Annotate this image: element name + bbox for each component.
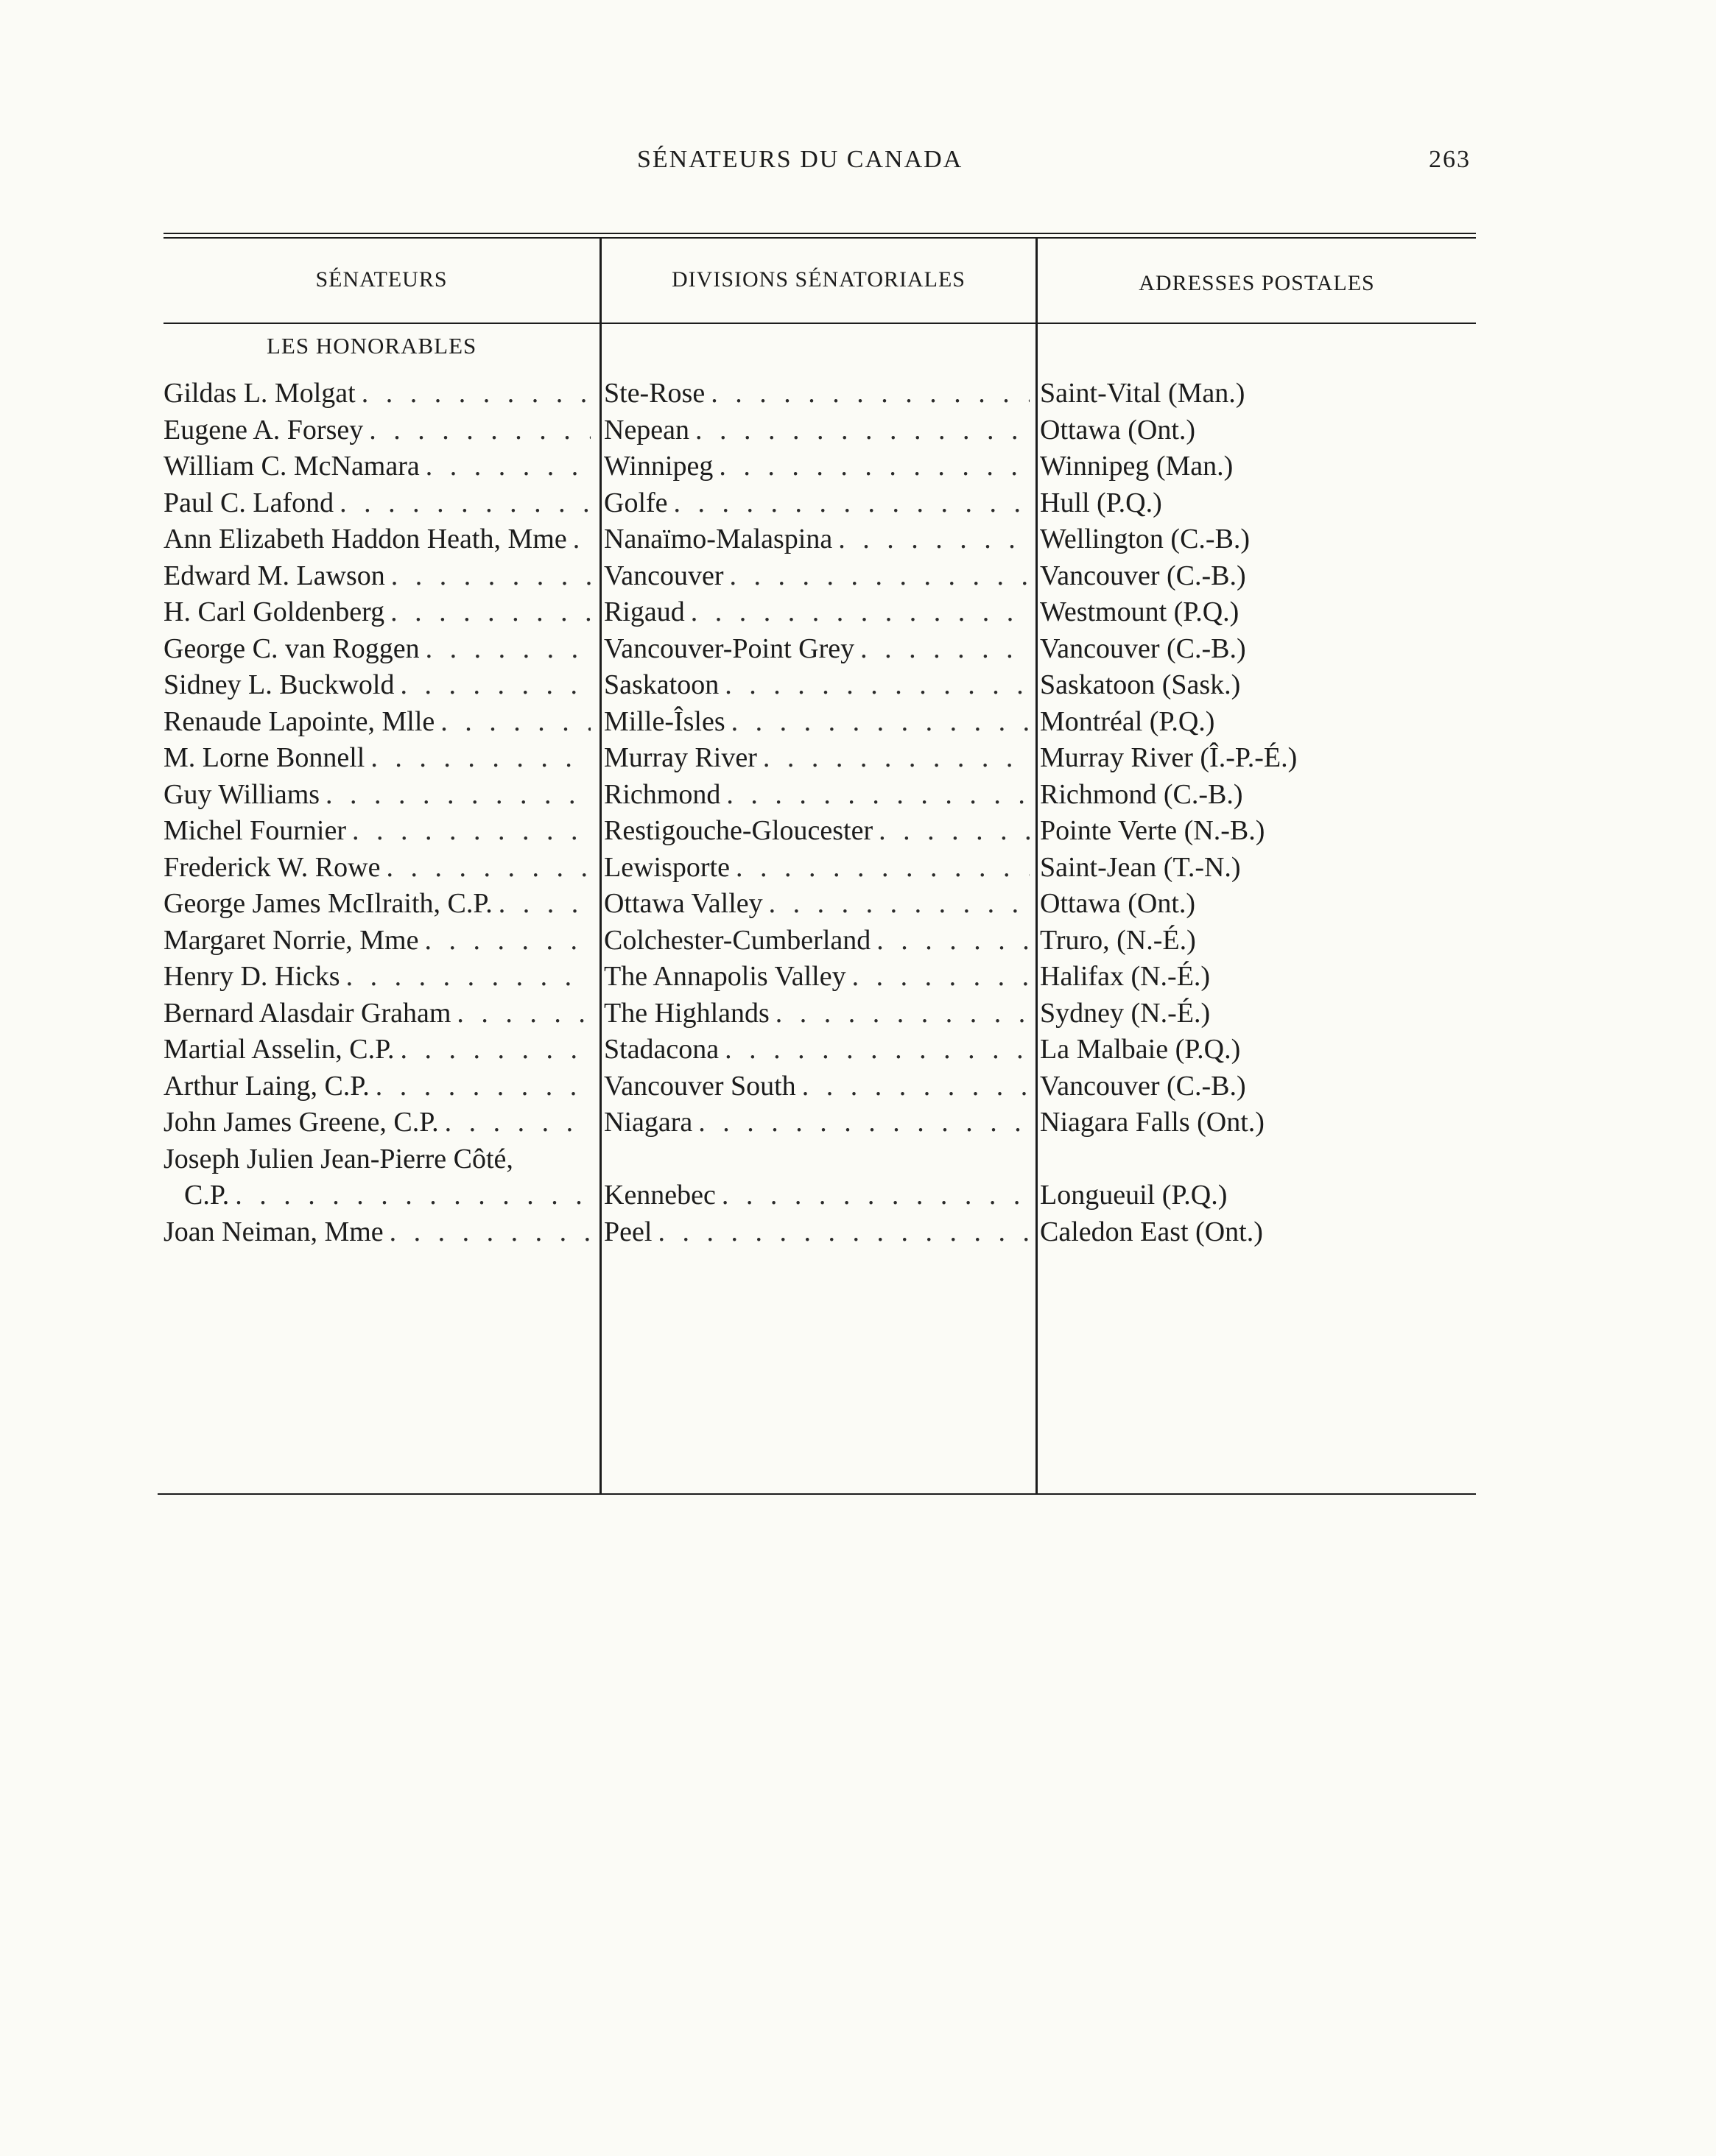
senator-name: Margaret Norrie, Mme (163, 924, 419, 956)
dot-leader (713, 448, 1030, 485)
address-cell (1040, 1032, 1476, 1068)
postal-address: Halifax (N.-É.) (1040, 961, 1211, 992)
dot-leader (705, 376, 1030, 412)
table-row (163, 886, 1476, 923)
postal-address: Richmond (C.-B.) (1040, 778, 1243, 810)
senator-cell (163, 521, 591, 558)
postal-address: Longueuil (P.Q.) (1040, 1180, 1228, 1211)
table-row (163, 959, 1476, 996)
senator-cell (163, 485, 591, 522)
dot-leader (356, 376, 591, 412)
senator-name: John James Greene, C.P. (163, 1107, 439, 1138)
division-name: The Highlands (604, 997, 770, 1029)
postal-address: Winnipeg (Man.) (1040, 451, 1234, 482)
senator-cell (163, 1141, 591, 1214)
header-rule (163, 323, 1476, 324)
division-name: Nepean (604, 414, 690, 445)
table-row (163, 667, 1476, 704)
division-cell (604, 1214, 1030, 1251)
address-cell (1040, 376, 1476, 412)
division-name: Colchester-Cumberland (604, 924, 871, 956)
dot-leader (340, 959, 591, 996)
address-cell (1040, 1177, 1476, 1214)
senator-cell (163, 412, 591, 449)
dot-leader (567, 521, 591, 558)
senator-cell (163, 1032, 591, 1068)
postal-address: Saskatoon (Sask.) (1040, 669, 1241, 700)
table-row (163, 594, 1476, 631)
senator-name: Frederick W. Rowe (163, 851, 381, 883)
dot-leader (692, 1105, 1030, 1141)
senator-cell (163, 667, 591, 704)
dot-leader (720, 777, 1030, 814)
division-name: Restigouche-Gloucester (604, 815, 873, 846)
division-name: Vancouver (604, 560, 724, 591)
senator-cell (163, 448, 591, 485)
address-cell (1040, 886, 1476, 923)
senator-name: William C. McNamara (163, 451, 420, 482)
division-cell (604, 704, 1030, 741)
address-cell (1040, 485, 1476, 522)
division-cell (604, 1068, 1030, 1105)
division-name: Stadacona (604, 1034, 720, 1065)
dot-leader (723, 558, 1030, 595)
senator-cell (163, 1105, 591, 1141)
senator-cell (163, 886, 591, 923)
division-name: Kennebec (604, 1180, 716, 1211)
dot-leader (716, 1177, 1030, 1214)
senator-cell (163, 959, 591, 996)
division-name: Lewisporte (604, 851, 730, 883)
address-cell (1040, 740, 1476, 777)
dot-leader (770, 996, 1030, 1032)
postal-address: La Malbaie (P.Q.) (1040, 1034, 1241, 1065)
senator-name: Bernard Alasdair Graham (163, 997, 451, 1029)
division-cell (604, 558, 1030, 595)
dot-leader (439, 1105, 591, 1141)
division-cell (604, 1105, 1030, 1141)
address-cell (1040, 667, 1476, 704)
dot-leader (763, 886, 1030, 923)
division-cell (604, 777, 1030, 814)
senator-name: H. Carl Goldenberg (163, 596, 385, 627)
senator-cell (163, 777, 591, 814)
division-cell (604, 631, 1030, 668)
division-name: Niagara (604, 1107, 693, 1138)
senator-cell (163, 923, 591, 959)
division-name: Rigaud (604, 596, 685, 627)
division-cell (604, 1177, 1030, 1214)
table-body (163, 376, 1476, 1250)
senator-name: M. Lorne Bonnell (163, 742, 365, 773)
dot-leader (384, 1214, 591, 1251)
division-cell (604, 448, 1030, 485)
postal-address: Saint-Vital (Man.) (1040, 378, 1245, 409)
table-row (163, 740, 1476, 777)
page-number: 263 (1429, 146, 1471, 173)
division-name: Peel (604, 1216, 653, 1247)
dot-leader (451, 996, 591, 1032)
postal-address: Wellington (C.-B.) (1040, 524, 1251, 554)
table-row (163, 376, 1476, 412)
dot-leader (229, 1177, 591, 1214)
address-cell (1040, 777, 1476, 814)
address-cell (1040, 1214, 1476, 1251)
dot-leader (334, 485, 591, 522)
dot-leader (846, 959, 1030, 996)
table-row (163, 813, 1476, 850)
senator-cell (163, 1214, 591, 1251)
division-cell (604, 959, 1030, 996)
table-row (163, 1105, 1476, 1141)
table-row (163, 448, 1476, 485)
division-name: Richmond (604, 778, 721, 810)
column-header-addresses: ADRESSES POSTALES (1139, 271, 1375, 295)
dot-leader (363, 412, 591, 449)
address-cell (1040, 850, 1476, 887)
running-title: SÉNATEURS DU CANADA (637, 146, 963, 173)
senator-cell (163, 996, 591, 1032)
dot-leader (725, 704, 1030, 741)
senator-cell (163, 704, 591, 741)
table-row (163, 1141, 1476, 1214)
division-name: The Annapolis Valley (604, 961, 846, 992)
postal-address: Hull (P.Q.) (1040, 487, 1162, 518)
division-cell (604, 886, 1030, 923)
dot-leader (346, 813, 591, 850)
table-row (163, 850, 1476, 887)
dot-leader (435, 704, 591, 741)
senator-cell (163, 376, 591, 412)
dot-leader (370, 1068, 591, 1105)
senator-name: Joseph Julien Jean-Pierre Côté, (163, 1143, 513, 1174)
address-cell (1040, 959, 1476, 996)
address-cell (1040, 521, 1476, 558)
dot-leader (385, 558, 591, 595)
senator-cell (163, 850, 591, 887)
table-row (163, 923, 1476, 959)
senator-name: Paul C. Lafond (163, 487, 334, 518)
division-name: Vancouver-Point Grey (604, 633, 855, 664)
postal-address: Ottawa (Ont.) (1040, 414, 1196, 445)
postal-address: Westmount (P.Q.) (1040, 596, 1239, 627)
table-row (163, 777, 1476, 814)
senator-name: Michel Fournier (163, 815, 347, 846)
column-header-divisions: DIVISIONS SÉNATORIALES (672, 267, 966, 292)
division-cell (604, 1032, 1030, 1068)
postal-address: Vancouver (C.-B.) (1040, 633, 1246, 664)
division-name: Vancouver South (604, 1070, 796, 1102)
division-name: Ottawa Valley (604, 888, 763, 919)
division-cell (604, 813, 1030, 850)
division-cell (604, 923, 1030, 959)
dot-leader (493, 886, 591, 923)
senator-name: Edward M. Lawson (163, 560, 385, 591)
division-cell (604, 996, 1030, 1032)
senator-name: George James McIlraith, C.P. (163, 888, 493, 919)
table-row (163, 558, 1476, 595)
postal-address: Saint-Jean (T.-N.) (1040, 851, 1241, 883)
table-row (163, 996, 1476, 1032)
division-cell (604, 594, 1030, 631)
senator-name: Henry D. Hicks (163, 961, 340, 992)
senator-cell (163, 813, 591, 850)
division-name: Murray River (604, 742, 757, 773)
address-cell (1040, 558, 1476, 595)
dot-leader (796, 1068, 1030, 1105)
dot-leader (689, 412, 1030, 449)
table-row (163, 485, 1476, 522)
division-name: Winnipeg (604, 451, 714, 482)
dot-leader (685, 594, 1030, 631)
dot-leader (757, 740, 1030, 777)
dot-leader (719, 667, 1030, 704)
table-row (163, 1214, 1476, 1251)
table-row (163, 521, 1476, 558)
dot-leader (730, 850, 1030, 887)
senator-name: Guy Williams (163, 778, 320, 810)
senator-name: Arthur Laing, C.P. (163, 1070, 370, 1102)
senator-name-continued: C.P. (184, 1180, 230, 1211)
address-cell (1040, 1105, 1476, 1141)
division-cell (604, 740, 1030, 777)
division-name: Saskatoon (604, 669, 720, 700)
division-cell (604, 485, 1030, 522)
table-row (163, 631, 1476, 668)
postal-address: Sydney (N.-É.) (1040, 997, 1211, 1029)
senator-name: Eugene A. Forsey (163, 414, 364, 445)
senator-cell (163, 631, 591, 668)
senator-name: Sidney L. Buckwold (163, 669, 395, 700)
division-name: Ste-Rose (604, 378, 706, 409)
address-cell (1040, 996, 1476, 1032)
postal-address: Truro, (N.-É.) (1040, 924, 1196, 956)
division-cell (604, 376, 1030, 412)
dot-leader (871, 923, 1030, 959)
dot-leader (380, 850, 591, 887)
dot-leader (418, 923, 591, 959)
dot-leader (832, 521, 1030, 558)
division-cell (604, 521, 1030, 558)
page-header (0, 146, 1716, 183)
dot-leader (394, 667, 591, 704)
postal-address: Vancouver (C.-B.) (1040, 560, 1246, 591)
address-cell (1040, 631, 1476, 668)
postal-address: Pointe Verte (N.-B.) (1040, 815, 1265, 846)
dot-leader (365, 740, 591, 777)
postal-address: Vancouver (C.-B.) (1040, 1070, 1246, 1102)
division-cell (604, 412, 1030, 449)
division-cell (604, 667, 1030, 704)
division-name: Golfe (604, 487, 668, 518)
table-row (163, 1032, 1476, 1068)
division-cell (604, 850, 1030, 887)
dot-leader (873, 813, 1030, 850)
section-label: LES HONORABLES (267, 333, 477, 359)
senator-name: Ann Elizabeth Haddon Heath, Mme (163, 524, 567, 554)
division-name: Mille-Îsles (604, 705, 725, 737)
address-cell (1040, 1068, 1476, 1105)
dot-leader (384, 594, 591, 631)
address-cell (1040, 704, 1476, 741)
address-cell (1040, 594, 1476, 631)
senator-name: Renaude Lapointe, Mlle (163, 705, 435, 737)
dot-leader (652, 1214, 1030, 1251)
dot-leader (668, 485, 1030, 522)
senator-name: Gildas L. Molgat (163, 378, 356, 409)
address-cell (1040, 412, 1476, 449)
senator-name: Joan Neiman, Mme (163, 1216, 384, 1247)
dot-leader (420, 631, 591, 668)
postal-address: Caledon East (Ont.) (1040, 1216, 1263, 1247)
bottom-rule (158, 1493, 1476, 1495)
division-name: Nanaïmo-Malaspina (604, 524, 833, 554)
senator-cell (163, 740, 591, 777)
postal-address: Ottawa (Ont.) (1040, 888, 1196, 919)
table-row (163, 1068, 1476, 1105)
address-cell (1040, 813, 1476, 850)
dot-leader (395, 1032, 591, 1068)
address-cell (1040, 448, 1476, 485)
table-header-row (163, 237, 1476, 323)
dot-leader (719, 1032, 1030, 1068)
senator-cell (163, 1068, 591, 1105)
senator-name: Martial Asselin, C.P. (163, 1034, 395, 1065)
dot-leader (420, 448, 591, 485)
dot-leader (320, 777, 591, 814)
table-row (163, 412, 1476, 449)
postal-address: Murray River (Î.-P.-É.) (1040, 742, 1298, 773)
column-header-senators: SÉNATEURS (315, 267, 448, 292)
senator-cell (163, 594, 591, 631)
address-cell (1040, 923, 1476, 959)
dot-leader (854, 631, 1030, 668)
postal-address: Montréal (P.Q.) (1040, 705, 1215, 737)
senator-name: George C. van Roggen (163, 633, 420, 664)
senator-cell (163, 558, 591, 595)
postal-address: Niagara Falls (Ont.) (1040, 1107, 1265, 1138)
table-row (163, 704, 1476, 741)
